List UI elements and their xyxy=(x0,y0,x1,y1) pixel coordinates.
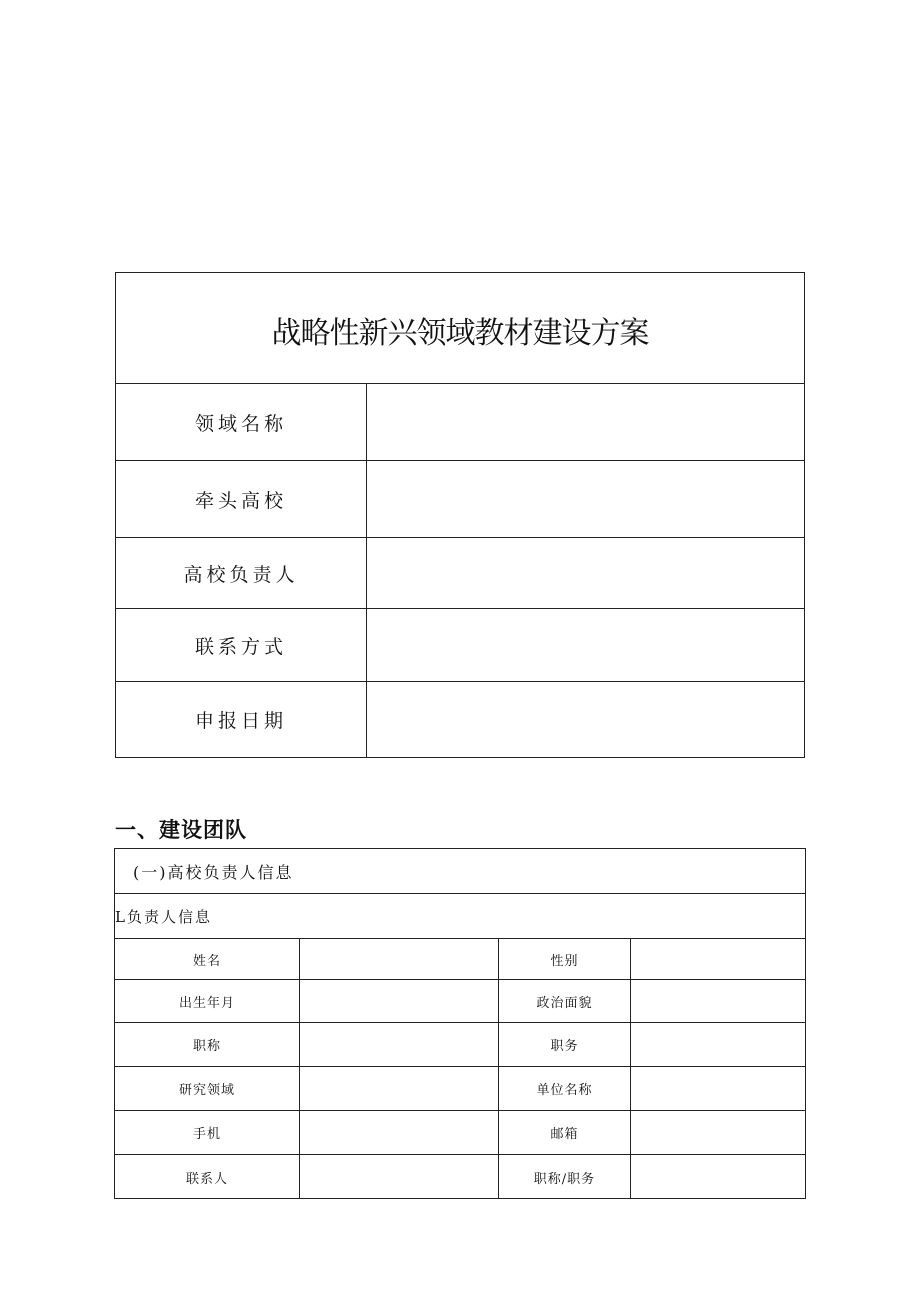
cover-value-field-name[interactable] xyxy=(367,384,804,460)
field-value[interactable] xyxy=(300,1111,499,1154)
cover-row-responsible-person xyxy=(116,538,804,609)
field-label: 姓名 xyxy=(115,939,300,979)
field-label: 邮箱 xyxy=(499,1111,631,1154)
table-row xyxy=(115,1111,805,1155)
field-label: 手机 xyxy=(115,1111,300,1154)
cover-value-lead-university[interactable] xyxy=(367,461,804,537)
field-value[interactable] xyxy=(300,980,499,1022)
field-value[interactable] xyxy=(631,1155,805,1199)
field-label: 政治面貌 xyxy=(499,980,631,1022)
cover-value-responsible-person[interactable] xyxy=(367,538,804,608)
document-title: 战略性新兴领域教材建设方案 xyxy=(116,273,804,384)
table-row xyxy=(115,1155,805,1199)
cover-label: 领域名称 xyxy=(116,384,367,460)
field-label: 性别 xyxy=(499,939,631,979)
field-value[interactable] xyxy=(631,980,805,1022)
field-value[interactable] xyxy=(300,1067,499,1110)
field-label: 职称 xyxy=(115,1023,300,1066)
field-value[interactable] xyxy=(300,1155,499,1199)
cover-value-contact[interactable] xyxy=(367,609,804,681)
field-label: 单位名称 xyxy=(499,1067,631,1110)
field-label: 联系人 xyxy=(115,1155,300,1199)
team-info-table xyxy=(114,848,806,1199)
cover-row-contact xyxy=(116,609,804,682)
table-row xyxy=(115,939,805,980)
field-value[interactable] xyxy=(631,1067,805,1110)
field-label: 职务 xyxy=(499,1023,631,1066)
field-value[interactable] xyxy=(631,939,805,979)
table-row xyxy=(115,1023,805,1067)
team-subheading: (一)高校负责人信息 xyxy=(115,849,805,894)
cover-label: 联系方式 xyxy=(116,609,367,681)
cover-row-date xyxy=(116,682,804,757)
section-heading: 一、建设团队 xyxy=(115,818,247,842)
table-row xyxy=(115,1067,805,1111)
field-value[interactable] xyxy=(300,1023,499,1066)
cover-label: 牵头高校 xyxy=(116,461,367,537)
field-value[interactable] xyxy=(631,1023,805,1066)
cover-row-field-name xyxy=(116,384,804,461)
cover-row-lead-university xyxy=(116,461,804,538)
table-row xyxy=(115,980,805,1023)
cover-value-date[interactable] xyxy=(367,682,804,757)
field-label: 研究领域 xyxy=(115,1067,300,1110)
field-label: 出生年月 xyxy=(115,980,300,1022)
cover-table xyxy=(115,272,805,758)
field-value[interactable] xyxy=(631,1111,805,1154)
cover-label: 高校负责人 xyxy=(116,538,367,608)
field-label: 职称/职务 xyxy=(499,1155,631,1199)
team-subheading-secondary: L负责人信息 xyxy=(115,894,805,939)
cover-label: 申报日期 xyxy=(116,682,367,757)
field-value[interactable] xyxy=(300,939,499,979)
